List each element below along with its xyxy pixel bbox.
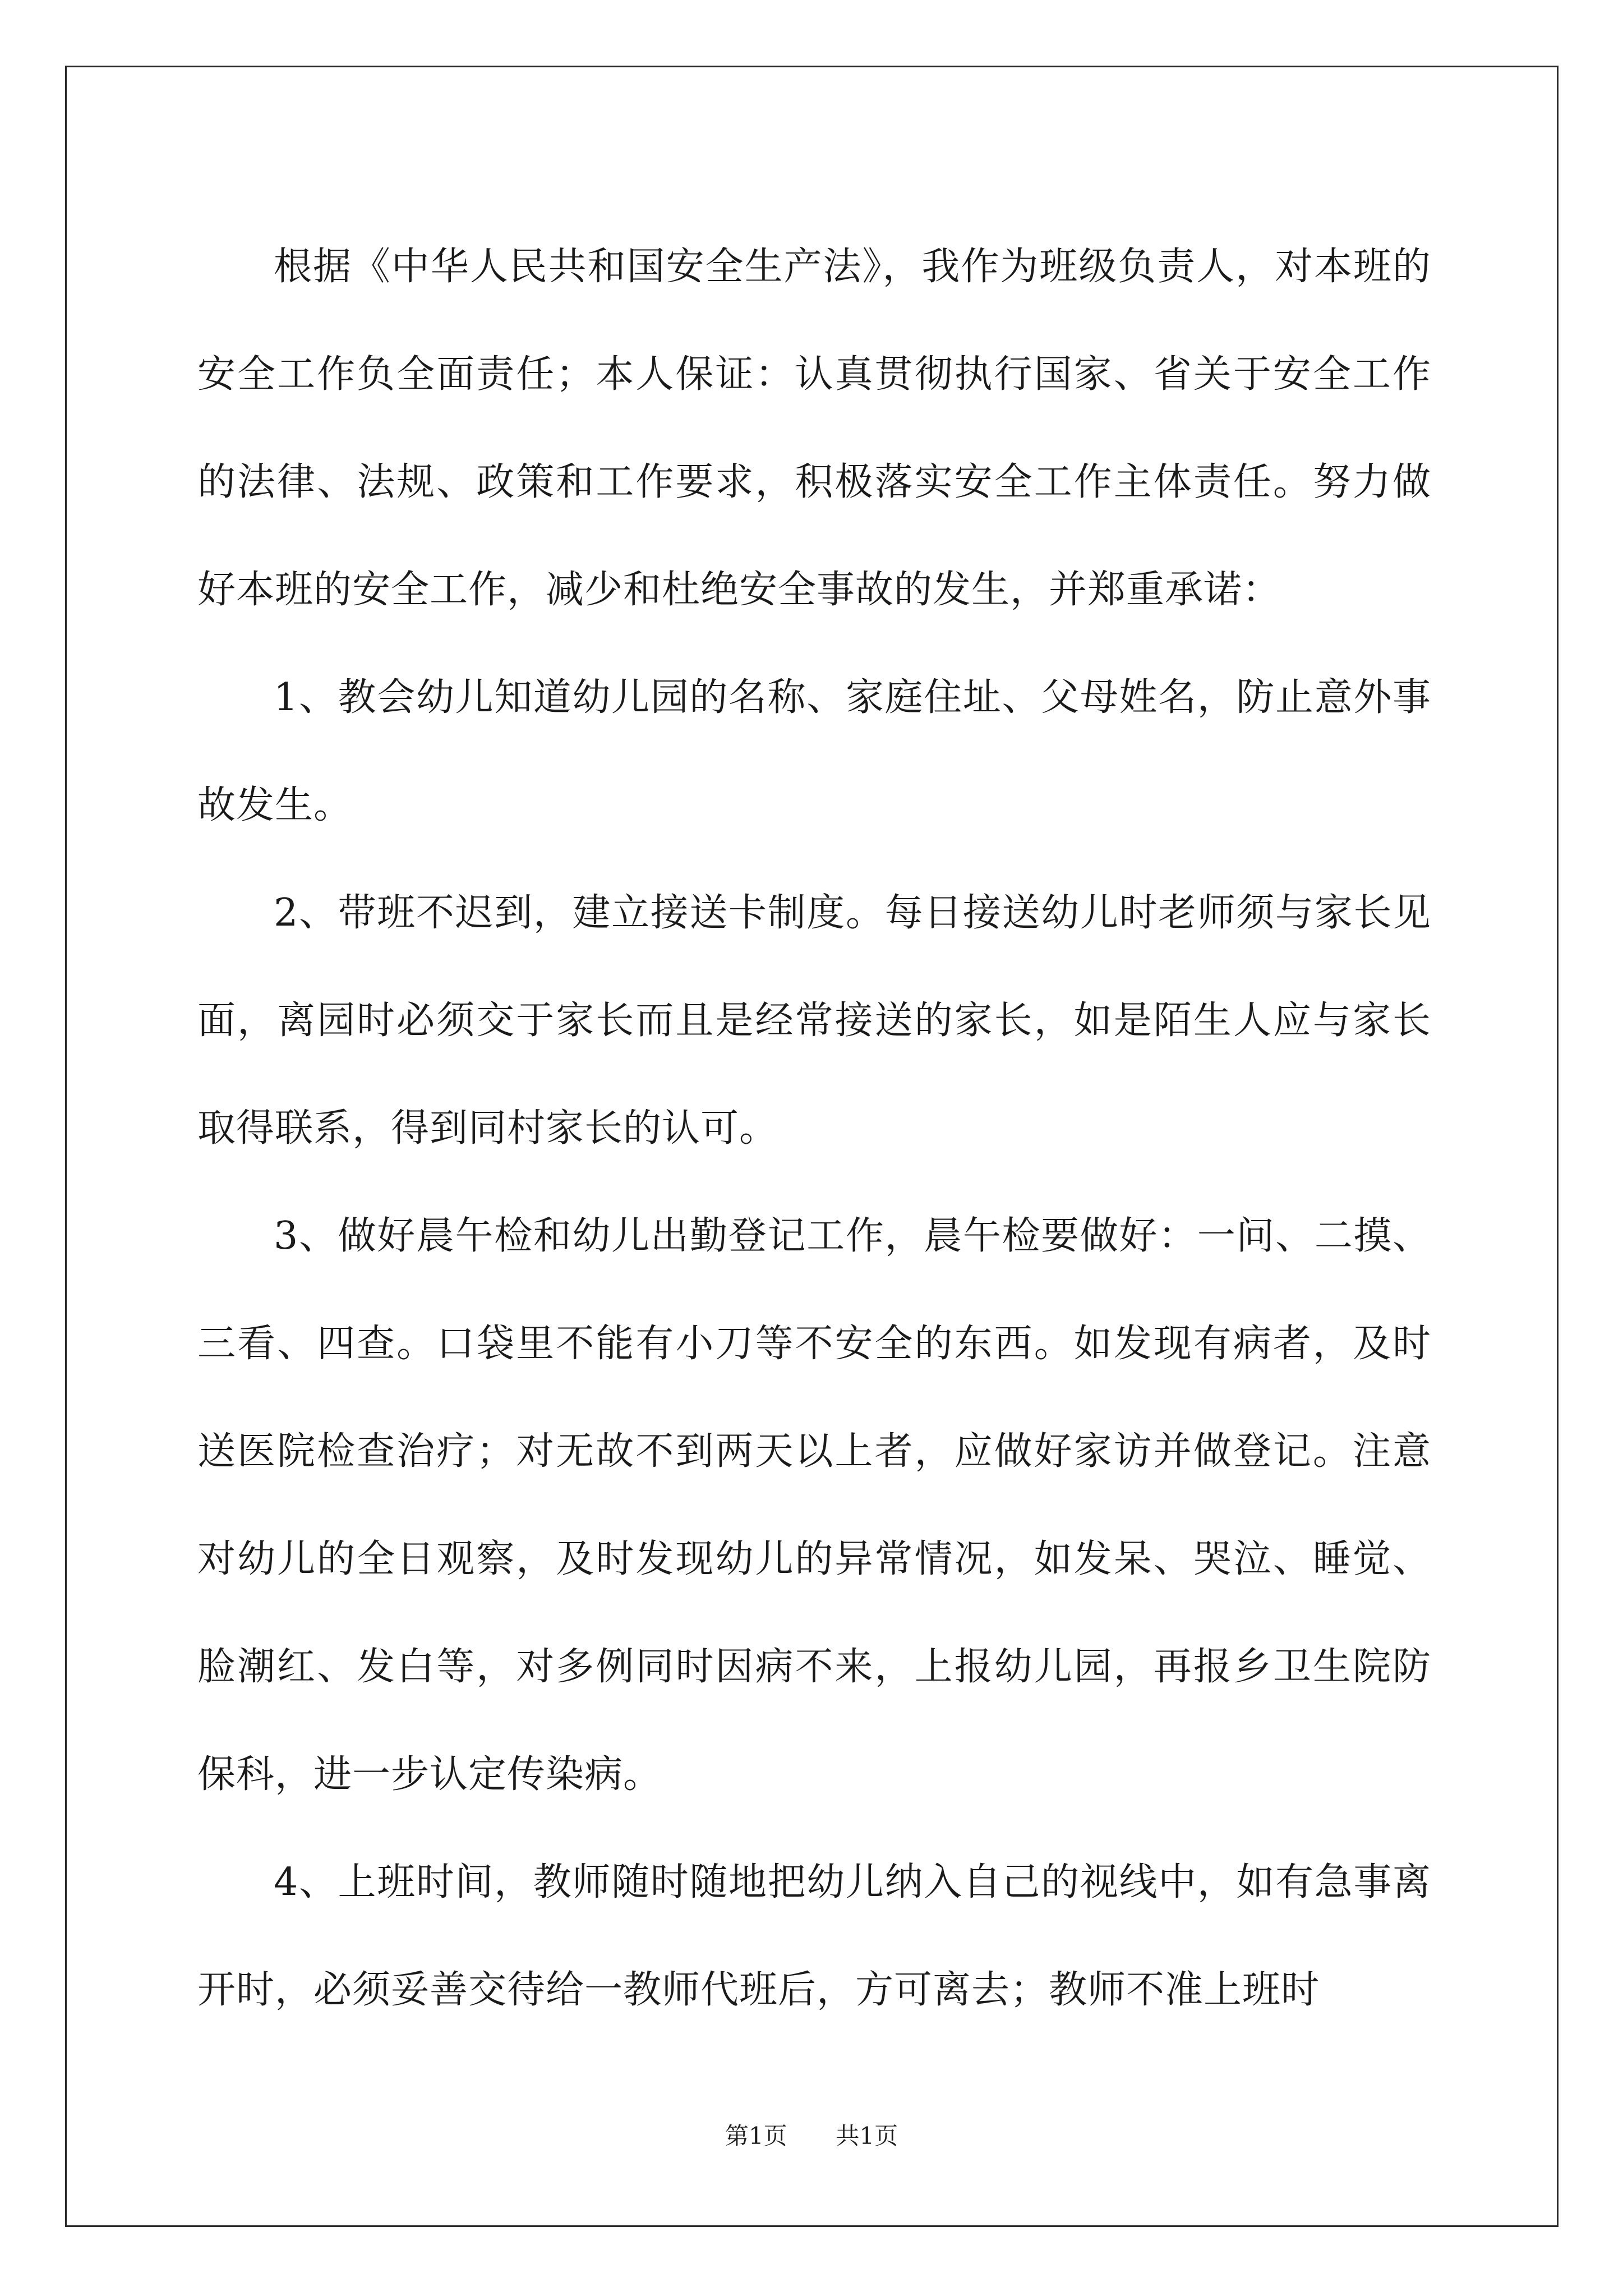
paragraph-item-3: 3、做好晨午检和幼儿出勤登记工作，晨午检要做好：一问、二摸、三看、四查。口袋里不能有小刀等不安全的东西。如发现有病者，及时送医院检查治疗；对无故不到两天以上者，应做好家访并做登记。注意对幼儿的全日观察，及时发现幼儿的异常情况，如发呆、哭泣、睡觉、脸潮红、发白等，对多例同时因病不来，上报幼儿园，再报乡卫生院防保科，进一步认定传染病。 [197,1214,1431,1797]
page-number: 第1页 [725,2122,787,2150]
page-total: 共1页 [836,2122,898,2150]
paragraph-item-4: 4、上班时间，教师随时随地把幼儿纳入自己的视线中，如有急事离开时，必须妥善交待给一教师代班后，方可离去；教师不准上班时 [197,1860,1431,2012]
paragraph-intro: 根据《中华人民共和国安全生产法》，我作为班级负责人，对本班的安全工作负全面责任；本人保证：认真贯彻执行国家、省关于安全工作的法律、法规、政策和工作要求，积极落实安全工作主体责任。努力做好本班的安全工作，减少和杜绝安全事故的发生，并郑重承诺： [197,245,1431,612]
paragraph-item-2: 2、带班不迟到，建立接送卡制度。每日接送幼儿时老师须与家长见面，离园时必须交于家长而且是经常接送的家长，如是陌生人应与家长取得联系，得到同村家长的认可。 [197,891,1431,1151]
document-body [197,213,1431,2044]
paragraph-item-1: 1、教会幼儿知道幼儿园的名称、家庭住址、父母姓名，防止意外事故发生。 [197,675,1431,827]
page-footer [0,2119,1623,2153]
